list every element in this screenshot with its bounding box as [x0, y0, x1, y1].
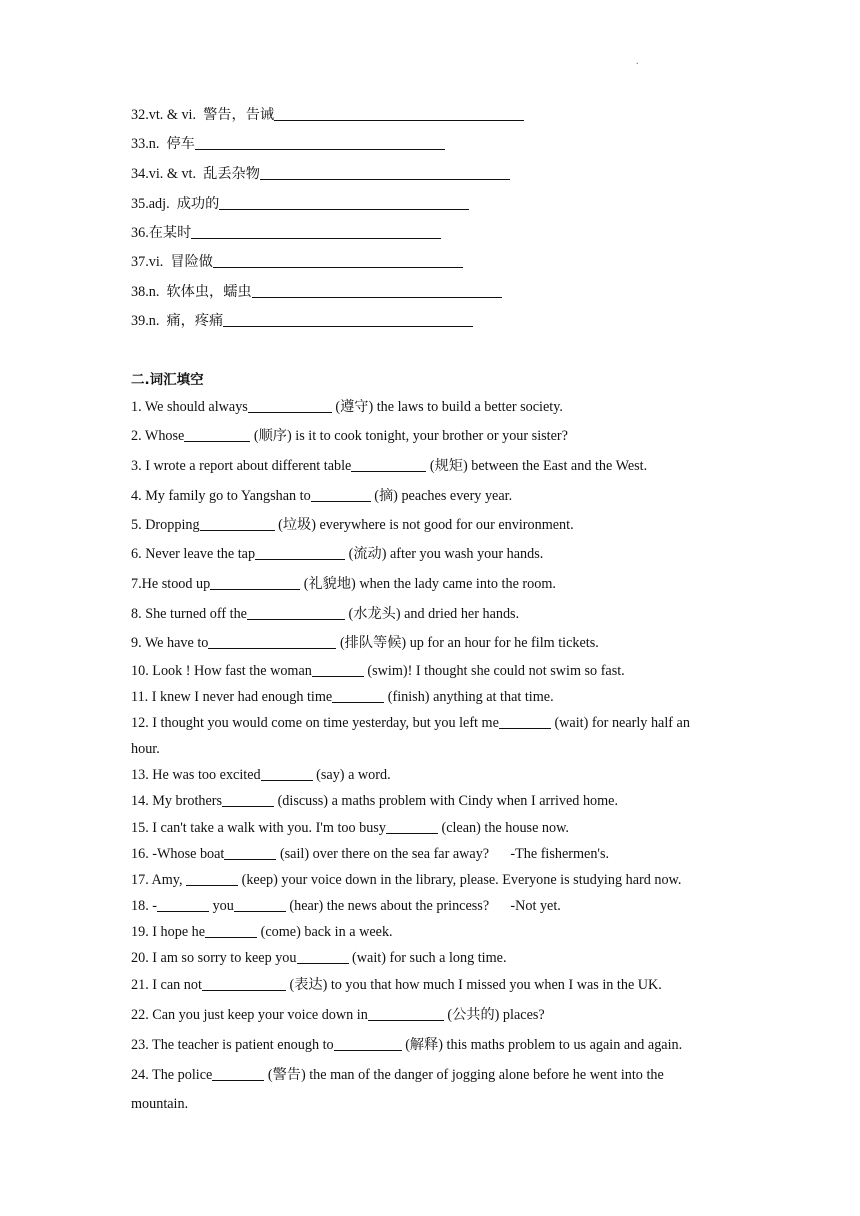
question-text: (顺序) is it to cook tonight, your brother or your sister?	[250, 428, 568, 444]
answer-blank[interactable]	[386, 820, 438, 834]
vocab-item	[131, 224, 441, 242]
page-marker: .	[636, 56, 639, 67]
question-text: (discuss) a maths problem with Cindy when I arrived home.	[274, 793, 619, 809]
question-text: 18. -	[131, 898, 158, 914]
vocab-meaning: 停车	[166, 136, 195, 152]
question-text: (swim)! I thought she could not swim so fast.	[363, 663, 625, 679]
answer-blank[interactable]	[224, 846, 276, 860]
vocab-pos: 36.	[131, 225, 149, 241]
question-text: (sail) over there on the sea far away? -The fishermen's.	[276, 846, 610, 862]
answer-blank[interactable]	[219, 196, 469, 210]
question-11	[131, 688, 554, 706]
question-13	[131, 766, 391, 784]
answer-blank[interactable]	[351, 458, 426, 472]
vocab-pos: 35.adj.	[131, 196, 170, 212]
question-text: 23. The teacher is patient enough to	[131, 1037, 334, 1053]
question-22	[131, 1006, 545, 1024]
answer-blank[interactable]	[297, 950, 349, 964]
question-text: 11. I knew I never had enough time	[131, 689, 333, 705]
question-text: 21. I can not	[131, 977, 202, 993]
question-12-cont	[131, 740, 160, 758]
question-text: 9. We have to	[131, 635, 209, 651]
question-text: 1. We should always	[131, 399, 248, 415]
answer-blank[interactable]	[195, 136, 445, 150]
question-text: 3. I wrote a report about different table	[131, 458, 352, 474]
answer-blank[interactable]	[248, 399, 332, 413]
answer-blank[interactable]	[212, 1067, 264, 1081]
answer-blank[interactable]	[260, 166, 510, 180]
answer-blank[interactable]	[202, 977, 286, 991]
vocab-pos: 33.n.	[131, 136, 160, 152]
vocab-pos: 37.vi.	[131, 254, 164, 270]
question-text: (规矩) between the East and the West.	[426, 458, 648, 474]
question-20	[131, 949, 507, 967]
vocab-pos: 32.vt. & vi.	[131, 107, 197, 123]
answer-blank[interactable]	[205, 924, 257, 938]
question-16	[131, 845, 609, 863]
question-text: 8. She turned off the	[131, 606, 247, 622]
question-text: 24. The police	[131, 1067, 213, 1083]
question-text: (遵守) the laws to build a better society.	[331, 399, 563, 415]
question-text: (wait) for such a long time.	[348, 950, 507, 966]
question-1	[131, 398, 563, 416]
vocab-meaning: 痛，疼痛	[166, 313, 224, 329]
answer-blank[interactable]	[234, 898, 286, 912]
vocab-meaning: 乱丢杂物	[203, 166, 260, 182]
vocab-item	[131, 106, 524, 124]
answer-blank[interactable]	[247, 606, 345, 620]
answer-blank[interactable]	[312, 663, 364, 677]
question-12	[131, 714, 690, 732]
question-9	[131, 634, 599, 652]
vocab-item	[131, 135, 445, 153]
answer-blank[interactable]	[208, 635, 336, 649]
answer-blank[interactable]	[210, 576, 300, 590]
question-text: 19. I hope he	[131, 924, 206, 940]
question-text: 14. My brothers	[131, 793, 223, 809]
question-text: 7.He stood up	[131, 576, 211, 592]
question-text: 17. Amy,	[131, 872, 187, 888]
question-text: 2. Whose	[131, 428, 185, 444]
question-4	[131, 487, 512, 505]
answer-blank[interactable]	[332, 689, 384, 703]
question-text: 13. He was too excited	[131, 767, 261, 783]
question-text: (表达) to you that how much I missed you when I was in the UK.	[285, 977, 662, 993]
question-24-cont	[131, 1095, 188, 1113]
answer-blank[interactable]	[252, 284, 502, 298]
vocab-meaning: 成功的	[176, 196, 220, 212]
question-text: (wait) for nearly half an	[550, 715, 690, 731]
question-21	[131, 976, 662, 994]
question-23	[131, 1036, 682, 1054]
question-18	[131, 897, 561, 915]
vocab-pos: 34.vi. & vt.	[131, 166, 197, 182]
question-6	[131, 545, 543, 563]
question-text: (垃圾) everywhere is not good for our environment.	[274, 517, 574, 533]
question-text: (水龙头) and dried her hands.	[344, 606, 520, 622]
answer-blank[interactable]	[191, 225, 441, 239]
question-text: (公共的) places?	[443, 1007, 545, 1023]
answer-blank[interactable]	[499, 715, 551, 729]
question-10	[131, 662, 625, 680]
question-text: (流动) after you wash your hands.	[345, 546, 544, 562]
question-2	[131, 427, 568, 445]
vocab-meaning: 软体虫，蠕虫	[166, 284, 252, 300]
answer-blank[interactable]	[311, 488, 371, 502]
question-text: 5. Dropping	[131, 517, 200, 533]
question-7	[131, 575, 556, 593]
question-text: (say) a word.	[312, 767, 391, 783]
answer-blank[interactable]	[223, 313, 473, 327]
answer-blank[interactable]	[222, 793, 274, 807]
question-24	[131, 1066, 664, 1084]
question-17	[131, 871, 681, 889]
question-text: (摘) peaches every year.	[370, 488, 513, 504]
vocab-item	[131, 195, 469, 213]
question-text: you	[209, 898, 234, 914]
question-8	[131, 605, 519, 623]
answer-blank[interactable]	[213, 254, 463, 268]
question-text: mountain.	[131, 1096, 189, 1112]
answer-blank[interactable]	[261, 767, 313, 781]
vocab-item	[131, 253, 463, 271]
answer-blank[interactable]	[184, 428, 250, 442]
answer-blank[interactable]	[186, 872, 238, 886]
question-text: (finish) anything at that time.	[384, 689, 554, 705]
answer-blank[interactable]	[334, 1037, 402, 1051]
question-text: 4. My family go to Yangshan to	[131, 488, 311, 504]
answer-blank[interactable]	[200, 517, 275, 531]
question-3	[131, 457, 647, 475]
answer-blank[interactable]	[255, 546, 345, 560]
question-text: (解释) this maths problem to us again and again.	[401, 1037, 683, 1053]
vocab-meaning: 冒险做	[170, 254, 213, 270]
question-text: 15. I can't take a walk with you. I'm too busy	[131, 820, 386, 836]
vocab-item	[131, 165, 510, 183]
question-15	[131, 819, 569, 837]
vocab-pos: 39.n.	[131, 313, 160, 329]
question-19	[131, 923, 393, 941]
question-text: 6. Never leave the tap	[131, 546, 256, 562]
question-text: (hear) the news about the princess? -Not yet.	[285, 898, 561, 914]
question-text: (排队等候) up for an hour for he film tickets.	[336, 635, 599, 651]
question-text: (keep) your voice down in the library, please. Everyone is studying hard now.	[238, 872, 682, 888]
question-text: (警告) the man of the danger of jogging alone before he went into the	[264, 1067, 664, 1083]
question-14	[131, 792, 618, 810]
question-text: (clean) the house now.	[437, 820, 569, 836]
vocab-item	[131, 312, 473, 330]
answer-blank[interactable]	[274, 107, 524, 121]
question-text: 16. -Whose boat	[131, 846, 225, 862]
answer-blank[interactable]	[368, 1007, 444, 1021]
question-text: (come) back in a week.	[257, 924, 393, 940]
vocab-item	[131, 283, 502, 301]
question-text: hour.	[131, 741, 160, 757]
section-title: 二.词汇填空	[131, 372, 204, 388]
question-text: 12. I thought you would come on time yesterday, but you left me	[131, 715, 499, 731]
question-text: 10. Look ! How fast the woman	[131, 663, 312, 679]
vocab-meaning: 警告，告诫	[203, 107, 275, 123]
question-text: 20. I am so sorry to keep you	[131, 950, 297, 966]
question-5	[131, 516, 574, 534]
answer-blank[interactable]	[157, 898, 209, 912]
vocab-meaning: 在某时	[148, 225, 192, 241]
question-text: 22. Can you just keep your voice down in	[131, 1007, 368, 1023]
vocab-pos: 38.n.	[131, 284, 160, 300]
question-text: (礼貌地) when the lady came into the room.	[300, 576, 556, 592]
